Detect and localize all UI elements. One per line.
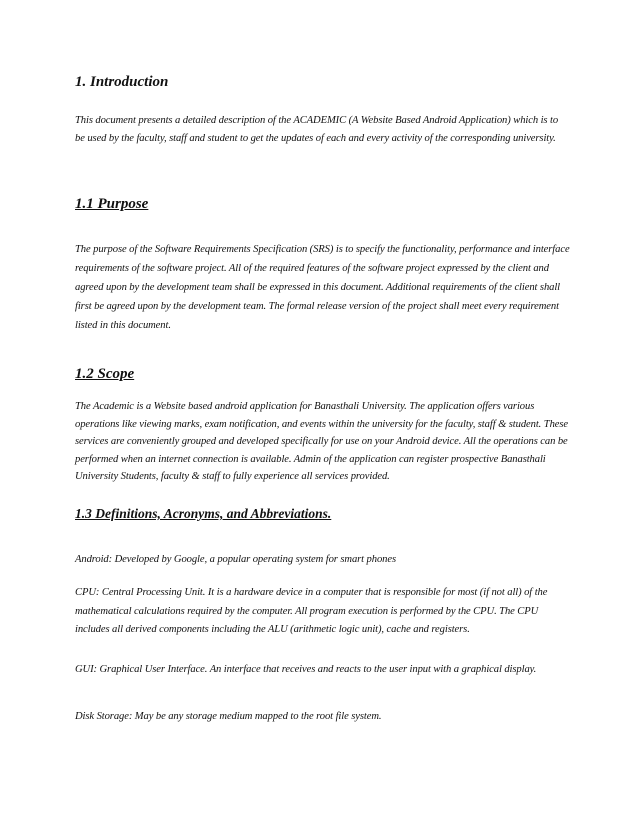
definition-cpu: CPU: Central Processing Unit. It is a hardware device in a computer that is responsible for most (if not all) of the mathematical calculations required by the computer. All program execution is performed by the CPU. The CPU includes all derived components including the ALU (arithmetic logic unit), cache and registers.	[75, 587, 548, 635]
definition-android: Android: Developed by Google, a popular operating system for smart phones	[75, 554, 396, 565]
definition-gui: GUI: Graphical User Interface. An interface that receives and reacts to the user input with a graphical display.	[75, 664, 537, 675]
purpose-paragraph: The purpose of the Software Requirements Specification (SRS) is to specify the functionality, performance and interface requirements of the software project. All of the required features of the software project expressed by the client and agreed upon by the development team shall be expressed in this document. Additional requirements of the client shall first be agreed upon by the development team. The formal release version of the project shall meet every requirement listed in this document.	[75, 244, 570, 331]
purpose-heading: 1.1 Purpose	[75, 196, 149, 212]
introduction-paragraph: This document presents a detailed description of the ACADEMIC (A Website Based Android Application) which is to be used by the faculty, staff and student to get the updates of each and every activity of the corresponding university.	[75, 115, 559, 144]
definition-disk-storage: Disk Storage: May be any storage medium mapped to the root file system.	[75, 711, 382, 722]
scope-paragraph: The Academic is a Website based android application for Banasthali University. The application offers various operations like viewing marks, exam notification, and events within the university for the faculty, staff & student. These services are conveniently grouped and developed specifically for use on your Android device. All the operations can be performed when an internet connection is available. Admin of the application can register prospective Banasthali University Students, faculty & staff to fully experience all services provided.	[75, 401, 568, 482]
introduction-heading: 1. Introduction	[75, 74, 169, 90]
scope-heading: 1.2 Scope	[75, 366, 135, 382]
definitions-heading: 1.3 Definitions, Acronyms, and Abbreviations.	[75, 506, 332, 521]
